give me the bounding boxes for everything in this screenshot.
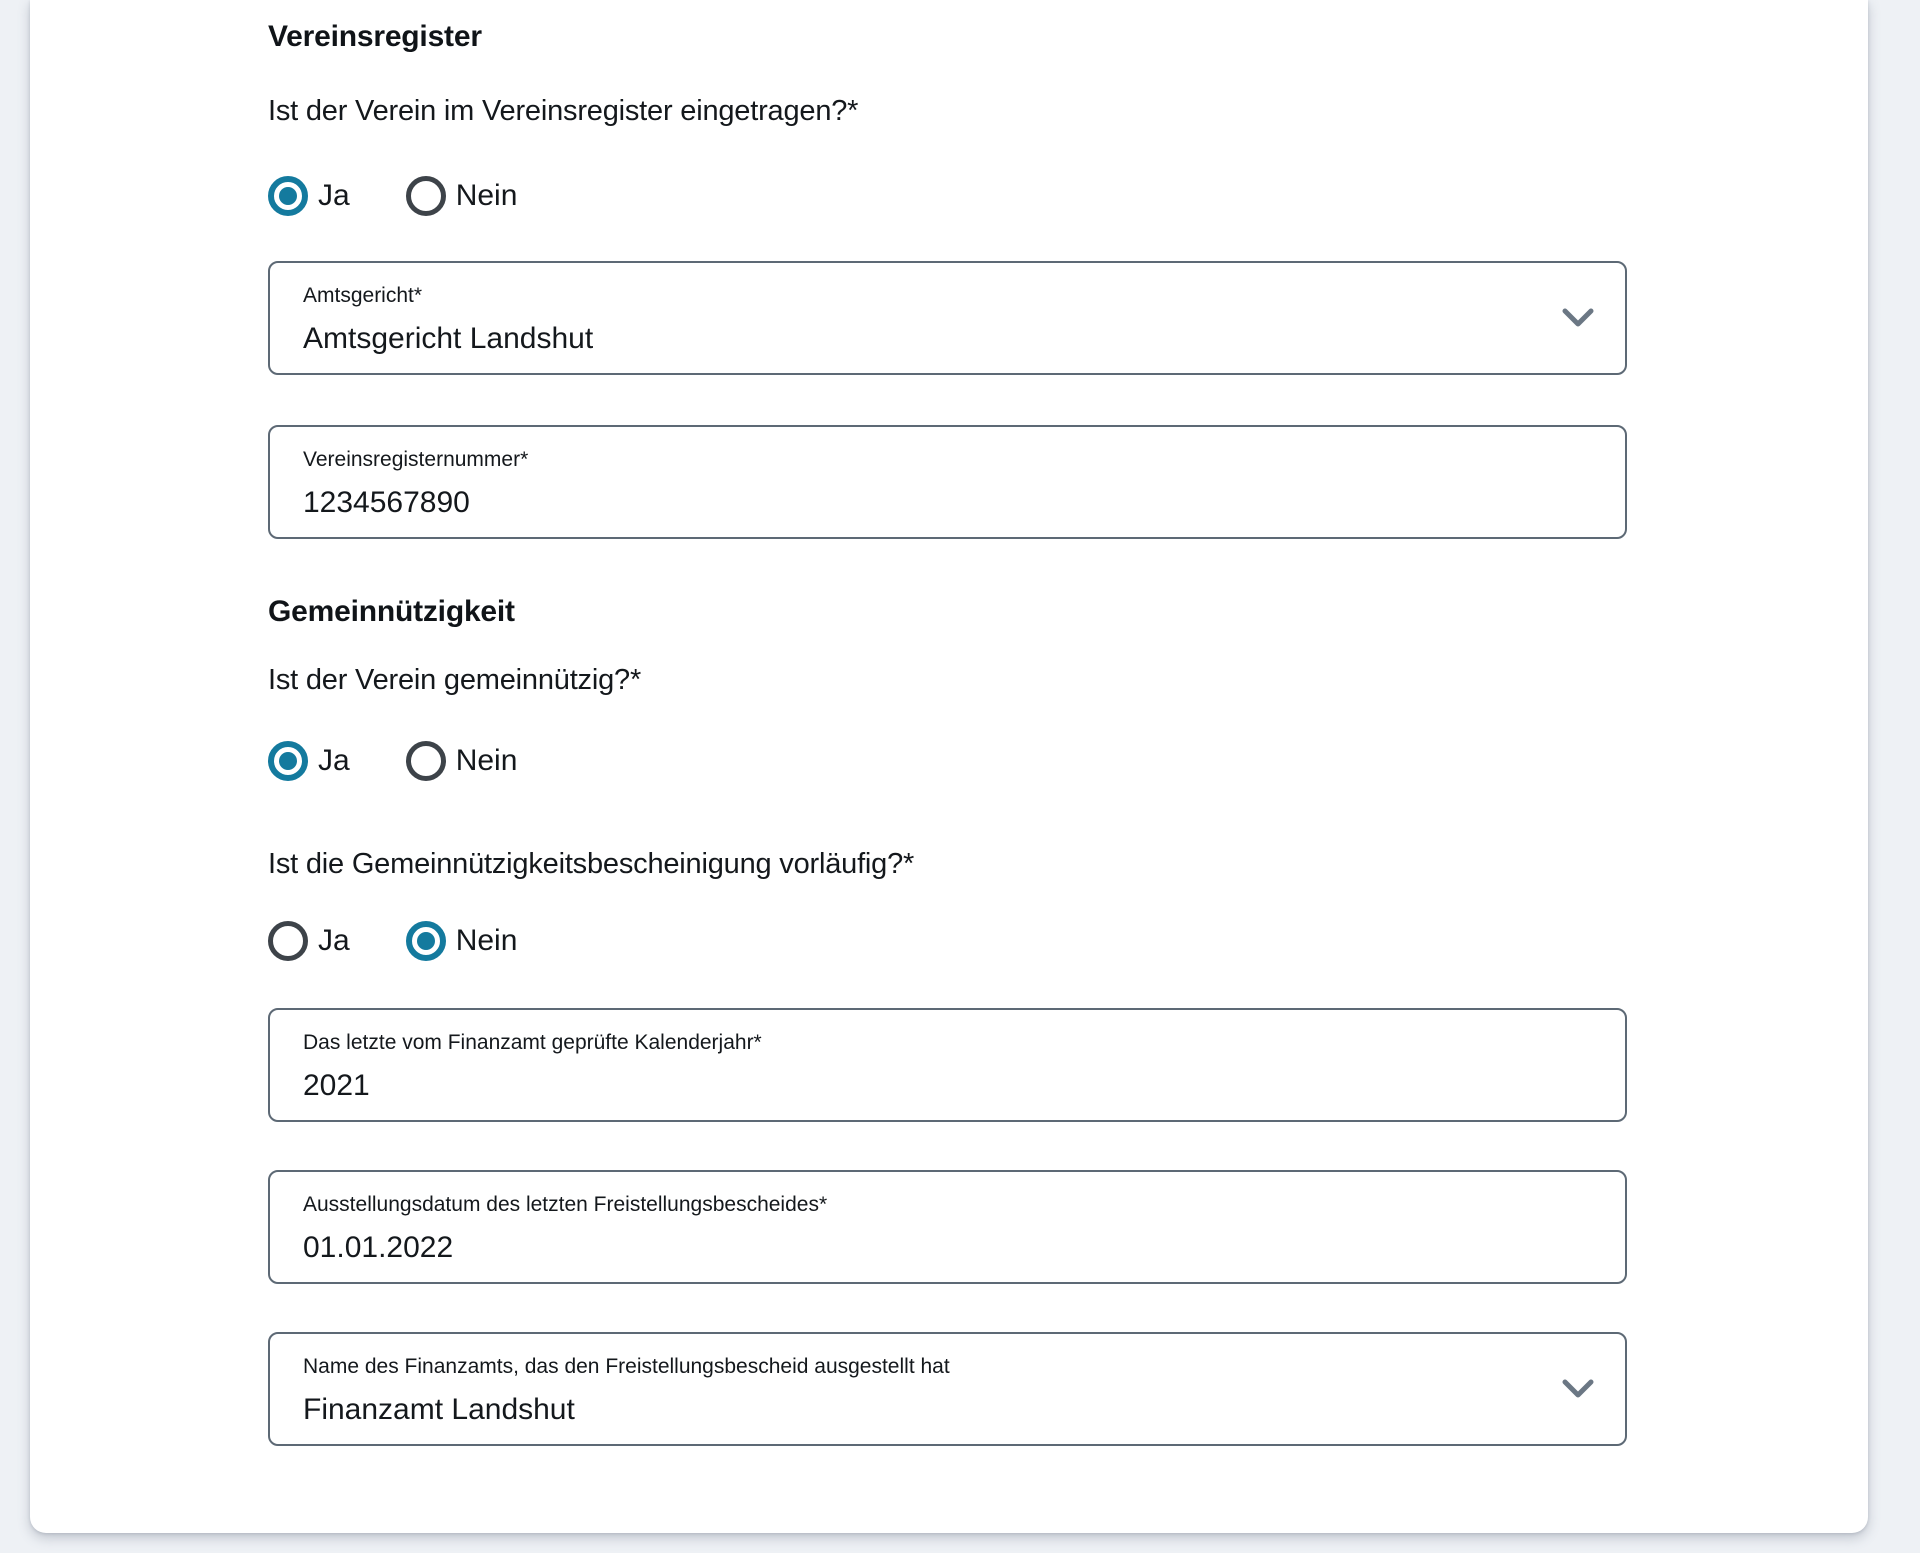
radio-eingetragen-ja-label: Ja	[318, 179, 350, 212]
kalenderjahr-label: Das letzte vom Finanzamt geprüfte Kalenderjahr*	[303, 1031, 762, 1054]
radio-eingetragen-ja-circle[interactable]	[268, 176, 308, 216]
question-gemeinnuetzig: Ist der Verein gemeinnützig?*	[268, 664, 642, 696]
radio-vorlaeufig-nein-label: Nein	[455, 924, 518, 957]
vereinsregisternummer-label: Vereinsregisternummer*	[303, 448, 529, 471]
question-bescheinigung-vorlaeufig: Ist die Gemeinnützigkeitsbescheinigung vorläufig?*	[268, 848, 915, 880]
radio-gemeinnuetzig-nein-circle[interactable]	[406, 741, 446, 781]
chevron-down-icon	[1561, 1378, 1595, 1400]
radio-option-eingetragen-ja[interactable]	[268, 176, 350, 216]
radio-gemeinnuetzig-nein-label: Nein	[455, 744, 518, 777]
radio-dot	[279, 752, 297, 770]
vereinsregisternummer-input[interactable]	[268, 425, 1627, 539]
radio-vorlaeufig-nein-circle[interactable]	[406, 921, 446, 961]
radio-group-eingetragen	[268, 176, 1627, 216]
radio-option-eingetragen-nein[interactable]	[406, 176, 518, 216]
section-heading-gemeinnuetzigkeit: Gemeinnützigkeit	[268, 595, 515, 628]
radio-group-gemeinnuetzig	[268, 741, 1627, 781]
ausstellungsdatum-label: Ausstellungsdatum des letzten Freistellungsbescheides*	[303, 1193, 828, 1216]
radio-option-vorlaeufig-ja[interactable]	[268, 921, 350, 961]
radio-dot	[417, 932, 435, 950]
form-content	[268, 0, 1627, 1446]
kalenderjahr-input[interactable]	[268, 1008, 1627, 1122]
radio-vorlaeufig-ja-circle[interactable]	[268, 921, 308, 961]
finanzamt-value: Finanzamt Landshut	[303, 1393, 575, 1426]
section-heading-vereinsregister: Vereinsregister	[268, 20, 482, 53]
radio-option-gemeinnuetzig-ja[interactable]	[268, 741, 350, 781]
ausstellungsdatum-input[interactable]	[268, 1170, 1627, 1284]
form-card	[30, 0, 1868, 1533]
question-vereinsregister-eingetragen: Ist der Verein im Vereinsregister eingetragen?*	[268, 95, 859, 127]
amtsgericht-label: Amtsgericht*	[303, 284, 423, 307]
radio-option-vorlaeufig-nein[interactable]	[406, 921, 518, 961]
radio-vorlaeufig-ja-label: Ja	[318, 924, 350, 957]
finanzamt-label: Name des Finanzamts, das den Freistellungsbescheid ausgestellt hat	[303, 1355, 950, 1378]
radio-gemeinnuetzig-ja-label: Ja	[318, 744, 350, 777]
ausstellungsdatum-value: 01.01.2022	[303, 1231, 454, 1264]
amtsgericht-select[interactable]	[268, 261, 1627, 375]
radio-eingetragen-nein-circle[interactable]	[406, 176, 446, 216]
radio-eingetragen-nein-label: Nein	[455, 179, 518, 212]
finanzamt-select[interactable]	[268, 1332, 1627, 1446]
radio-dot	[279, 187, 297, 205]
kalenderjahr-value: 2021	[303, 1069, 370, 1102]
amtsgericht-value: Amtsgericht Landshut	[303, 322, 594, 355]
radio-gemeinnuetzig-ja-circle[interactable]	[268, 741, 308, 781]
radio-option-gemeinnuetzig-nein[interactable]	[406, 741, 518, 781]
chevron-down-icon	[1561, 307, 1595, 329]
vereinsregisternummer-value: 1234567890	[303, 486, 470, 519]
radio-group-vorlaeufig	[268, 921, 1627, 961]
